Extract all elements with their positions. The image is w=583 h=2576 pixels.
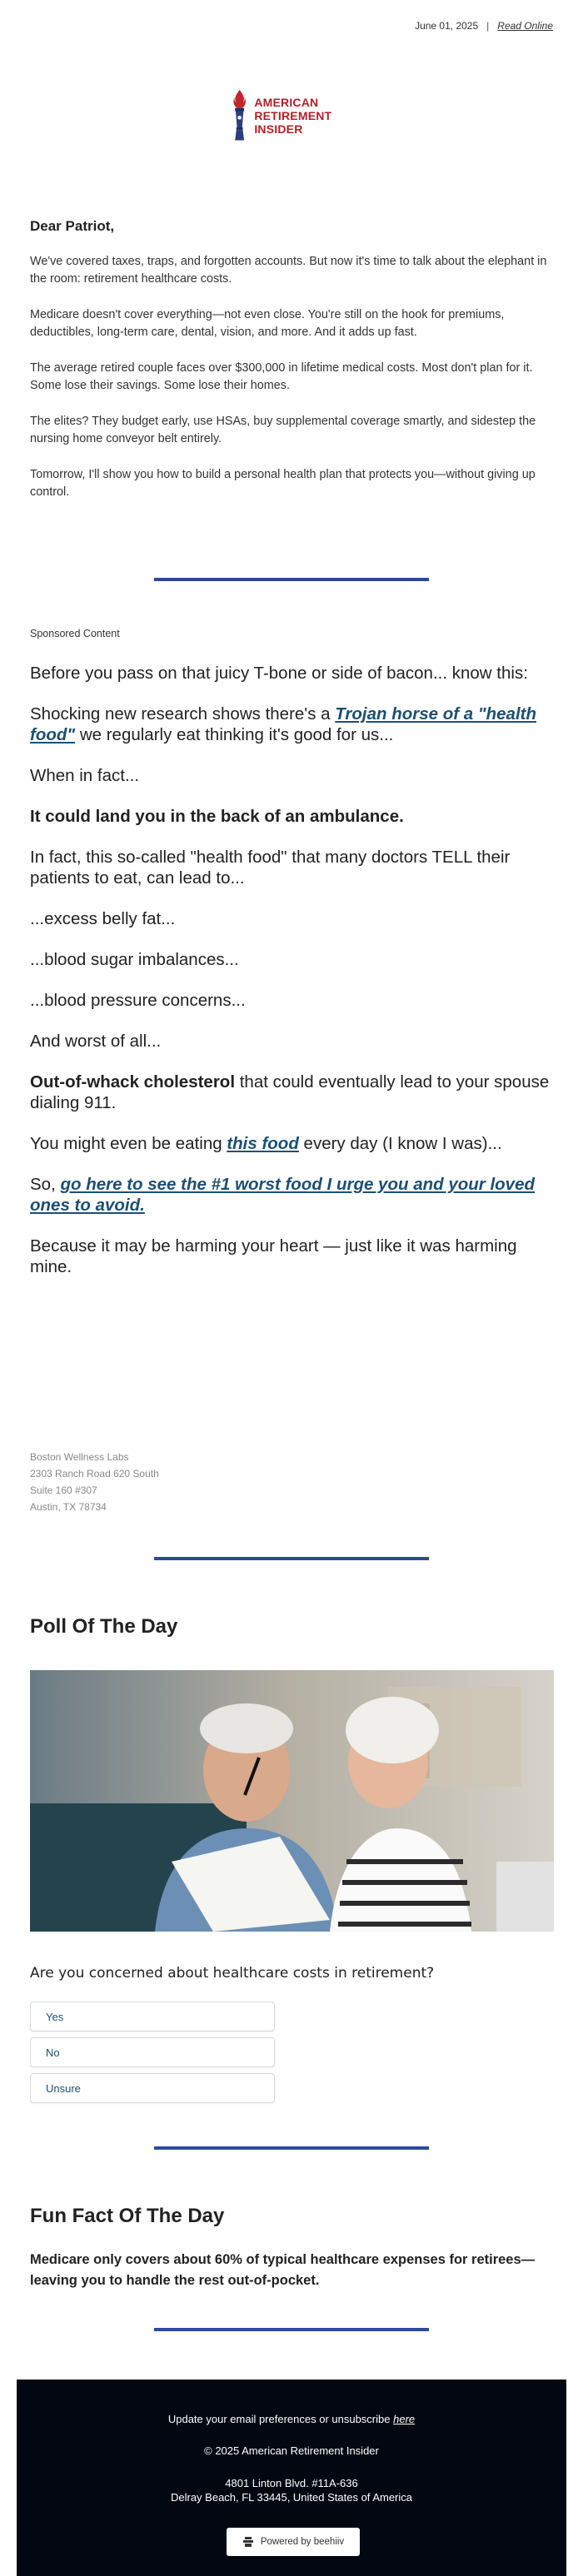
read-online-link[interactable]: Read Online xyxy=(497,20,553,32)
ad-paragraph xyxy=(30,1174,555,1216)
section-divider xyxy=(154,2328,429,2331)
poll-option-yes[interactable]: Yes xyxy=(30,2002,275,2031)
ad-bold-text: Out-of-whack cholesterol xyxy=(30,1072,236,1092)
footer-address-line: 4801 Linton Blvd. #11A-636 xyxy=(225,2477,358,2489)
letter-paragraph: The average retired couple faces over $300,000 in lifetime medical costs. Most don't plan for it. Some lose their savings. Some lose their homes. xyxy=(30,361,533,392)
address-line: 2303 Ranch Road 620 South xyxy=(30,1468,159,1479)
ad-paragraph: Because it may be harming your heart — just like it was harming mine. xyxy=(30,1236,517,1276)
ad-paragraph xyxy=(30,704,555,745)
ad-text: we regularly eat thinking it's good for us... xyxy=(75,725,394,744)
trojan-horse-link[interactable]: Trojan horse of a "health food" xyxy=(30,704,536,744)
issue-date: June 01, 2025 xyxy=(415,20,479,32)
brand-logo xyxy=(230,78,355,153)
torch-icon xyxy=(230,81,249,151)
letter-section xyxy=(30,218,553,520)
sponsored-section xyxy=(30,628,555,1297)
ad-paragraph xyxy=(30,806,555,827)
sponsor-address xyxy=(30,1449,159,1515)
section-divider xyxy=(154,2146,429,2150)
section-divider xyxy=(154,1557,429,1560)
brand-name xyxy=(254,96,355,136)
ad-text: every day (I know I was)... xyxy=(298,1134,502,1153)
poll-option-unsure[interactable]: Unsure xyxy=(30,2073,275,2103)
top-bar xyxy=(415,20,553,32)
separator: | xyxy=(486,20,490,32)
ad-paragraph: When in fact... xyxy=(30,766,140,785)
sponsored-tag: Sponsored Content xyxy=(30,628,120,639)
powered-by-text: Powered by beehiiv xyxy=(260,2537,345,2547)
powered-by-beehiiv-button[interactable] xyxy=(227,2528,360,2556)
this-food-link[interactable]: this food xyxy=(227,1134,299,1153)
poll-question: Are you concerned about healthcare costs in retirement? xyxy=(30,1965,435,1982)
address-line: Boston Wellness Labs xyxy=(30,1451,129,1463)
ad-paragraph: ...excess belly fat... xyxy=(30,909,176,928)
ad-paragraph xyxy=(30,1072,555,1113)
ad-text: that could eventually lead to your spouse dialing 911. xyxy=(30,1072,550,1112)
footer xyxy=(17,2380,566,2576)
ad-paragraph xyxy=(30,1133,555,1154)
section-divider xyxy=(154,578,429,581)
letter-paragraph: We've covered taxes, traps, and forgotten accounts. But now it's time to talk about the elephant in the room: retirement healthcare costs. xyxy=(30,255,547,286)
poll-image xyxy=(30,1670,554,1932)
ad-paragraph: Before you pass on that juicy T-bone or side of bacon... know this: xyxy=(30,664,528,683)
fun-fact-title: Fun Fact Of The Day xyxy=(30,2205,225,2227)
footer-address-line: Delray Beach, FL 33445, United States of America xyxy=(170,2491,412,2504)
greeting: Dear Patriot, xyxy=(30,218,115,234)
address-line: Suite 160 #307 xyxy=(30,1484,97,1496)
ad-paragraph: In fact, this so-called "health food" that many doctors TELL their patients to eat, can lead to... xyxy=(30,848,511,888)
ad-text: So, xyxy=(30,1175,61,1194)
ad-paragraph: ...blood pressure concerns... xyxy=(30,991,246,1010)
ad-paragraph: ...blood sugar imbalances... xyxy=(30,950,239,969)
poll-title: Poll Of The Day xyxy=(30,1615,178,1638)
address-line: Austin, TX 78734 xyxy=(30,1501,107,1513)
letter-paragraph: Tomorrow, I'll show you how to build a personal health plan that protects you—without giving up control. xyxy=(30,468,536,499)
ad-bold-text: It could land you in the back of an ambulance. xyxy=(30,807,404,826)
copyright: © 2025 American Retirement Insider xyxy=(204,2444,379,2457)
ad-text: You might even be eating xyxy=(30,1134,227,1153)
poll-option-no[interactable]: No xyxy=(30,2037,275,2067)
ad-paragraph: And worst of all... xyxy=(30,1032,162,1051)
footer-address xyxy=(17,2476,566,2504)
beehiiv-icon xyxy=(242,2536,254,2548)
letter-paragraph: Medicare doesn't cover everything—not even close. You're still on the hook for premiums, deductibles, long-term care, dental, vision, and more. And it adds up fast. xyxy=(30,308,505,339)
couple-reviewing-bills-image xyxy=(30,1670,554,1932)
brand-line-1: AMERICAN xyxy=(254,96,319,109)
email-preferences xyxy=(17,2413,566,2425)
preferences-text: Update your email preferences or unsubscribe xyxy=(167,2413,394,2425)
ad-text: Shocking new research shows there's a xyxy=(30,704,336,724)
unsubscribe-link[interactable]: here xyxy=(393,2413,416,2425)
letter-paragraph: The elites? They budget early, use HSAs, buy supplemental coverage smartly, and sidestep the nursing home conveyor belt entirely. xyxy=(30,415,536,445)
worst-food-link[interactable]: go here to see the #1 worst food I urge you and your loved ones to avoid. xyxy=(30,1175,536,1215)
brand-line-2: RETIREMENT INSIDER xyxy=(254,109,332,136)
fun-fact-text: Medicare only covers about 60% of typical healthcare expenses for retirees—leaving you to handle the rest out-of-pocket. xyxy=(30,2252,536,2288)
